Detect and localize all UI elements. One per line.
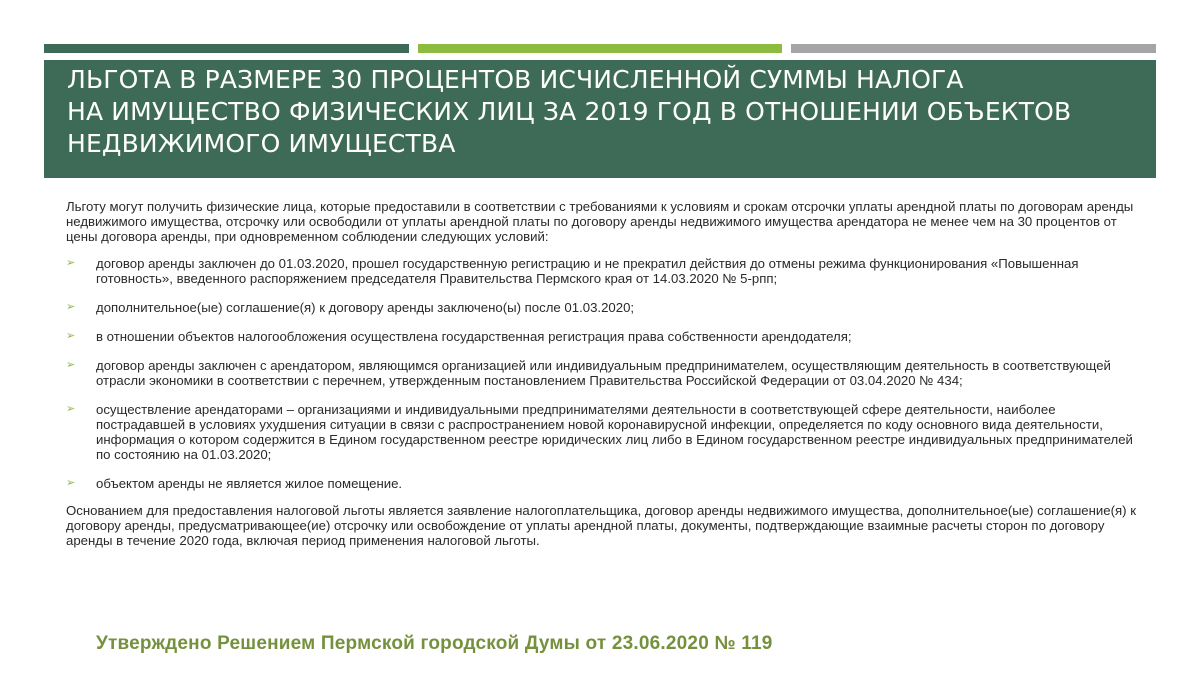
accent-bar-dark-green bbox=[44, 44, 409, 53]
list-item bbox=[66, 358, 1141, 388]
slide-title-line-2: НА ИМУЩЕСТВО ФИЗИЧЕСКИХ ЛИЦ ЗА 2019 ГОД В ОТНОШЕНИИ ОБЪЕКТОВ bbox=[67, 97, 1072, 126]
list-item bbox=[66, 329, 1141, 344]
top-accent-bars bbox=[44, 44, 1156, 53]
list-item bbox=[66, 256, 1141, 286]
list-item-text: осуществление арендаторами – организациями и индивидуальными предпринимателями деятельности в соответствующей сфере деятельности, наиболее пострадавшей в условиях ухудшения ситуации в связи с распространением новой коронавирусной инфекции, определяется по коду основного вида деятельности, информация о котором содержится в Едином государственном реестре юридических лиц либо в Едином государственном реестре индивидуальных предпринимателей по состоянию на 01.03.2020; bbox=[96, 402, 1133, 462]
arrowhead-bullet-icon: ➢ bbox=[66, 477, 76, 489]
arrowhead-bullet-icon: ➢ bbox=[66, 301, 76, 313]
list-item-text: договор аренды заключен до 01.03.2020, прошел государственную регистрацию и не прекратил действия до отмены режима функционирования «Повышенная готовность», введенного распоряжением председателя Правительства Пермского края от 14.03.2020 № 5-рпп; bbox=[96, 256, 1079, 286]
arrowhead-bullet-icon: ➢ bbox=[66, 359, 76, 371]
conditions-list bbox=[66, 256, 1141, 491]
list-item-text: в отношении объектов налогообложения осуществлена государственная регистрация права собственности арендодателя; bbox=[96, 329, 852, 344]
closing-paragraph: Основанием для предоставления налоговой льготы является заявление налогоплательщика, договор аренды недвижимого имущества, дополнительное(ые) соглашение(я) к договору аренды, предусматривающее(ие) отсрочку или освобождение от уплаты арендной платы, документы, подтверждающие взаимные расчеты сторон по договору аренды в течение 2020 года, включая период применения налоговой льготы. bbox=[66, 503, 1136, 548]
list-item-text: объектом аренды не является жилое помещение. bbox=[96, 476, 403, 491]
arrowhead-bullet-icon: ➢ bbox=[66, 257, 76, 269]
list-item bbox=[66, 300, 1141, 315]
slide-title-line-3: НЕДВИЖИМОГО ИМУЩЕСТВА bbox=[67, 129, 456, 158]
intro-paragraph: Льготу могут получить физические лица, которые предоставили в соответствии с требованиями к условиям и срокам отсрочки уплаты арендной платы по договорам аренды недвижимого имущества, отсрочку или освободили от уплаты арендной платы по договору аренды недвижимого имущества арендатора не менее чем на 30 процентов от цены договора аренды, при одновременном соблюдении следующих условий: bbox=[66, 199, 1134, 244]
slide-title-line-1: ЛЬГОТА В РАЗМЕРЕ 30 ПРОЦЕНТОВ ИСЧИСЛЕННОЙ СУММЫ НАЛОГА bbox=[67, 65, 964, 94]
approval-note: Утверждено Решением Пермской городской Думы от 23.06.2020 № 119 bbox=[96, 633, 773, 654]
arrowhead-bullet-icon: ➢ bbox=[66, 403, 76, 415]
list-item bbox=[66, 476, 1141, 491]
arrowhead-bullet-icon: ➢ bbox=[66, 330, 76, 342]
accent-bar-light-green bbox=[418, 44, 782, 53]
slide-body bbox=[66, 199, 1141, 548]
list-item-text: договор аренды заключен с арендатором, являющимся организацией или индивидуальным предпринимателем, осуществляющим деятельность в соответствующей отрасли экономики в соответствии с перечнем, утвержденным постановлением Правительства Российской Федерации от 03.04.2020 № 434; bbox=[96, 358, 1111, 388]
slide-title bbox=[67, 64, 1132, 160]
list-item bbox=[66, 402, 1141, 462]
accent-bar-gray bbox=[791, 44, 1156, 53]
list-item-text: дополнительное(ые) соглашение(я) к договору аренды заключено(ы) после 01.03.2020; bbox=[96, 300, 635, 315]
title-banner bbox=[44, 60, 1156, 178]
